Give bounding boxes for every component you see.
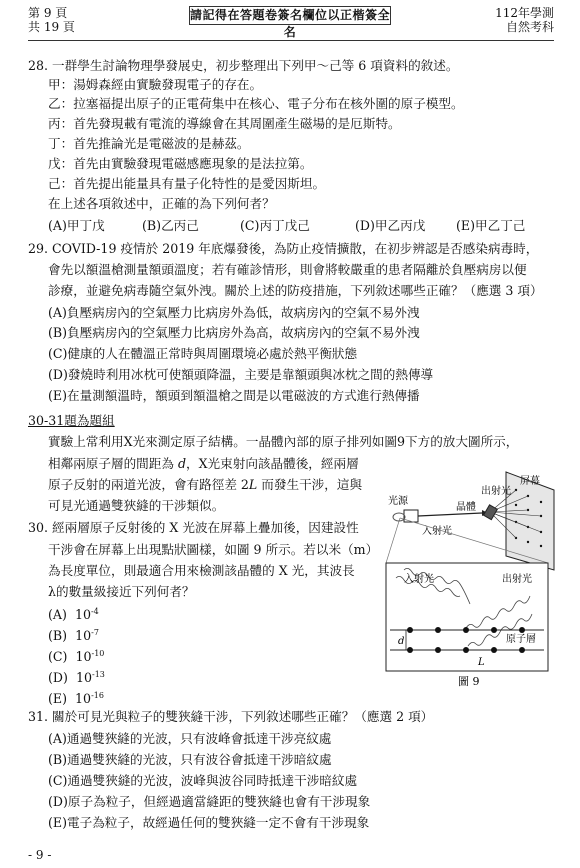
q28-item: 丁：首先推論光是電磁波的是赫茲。 [48,136,250,151]
incoming-beam [418,513,482,516]
screen-label: 屏幕 [520,476,540,487]
q31-option-d[interactable]: (D)原子為粒子，但經過適當縫距的雙狹縫也會有干涉現象 [48,794,371,809]
q29-stem-line: 診療，並避免病毒隨空氣外洩。關於上述的防疫措施，下列敘述哪些正確？（應選 3 項） [48,283,543,298]
crystal-label: 晶體 [456,502,476,513]
q29-option-a[interactable]: (A)負壓病房內的空氣壓力比病房外為低，故病房內的空氣不易外洩 [48,305,420,320]
page-number: 第 9 頁 [28,6,68,20]
q28-item: 戊：首先由實驗發現電磁感應現象的是法拉第。 [48,156,313,171]
q28-question: 在上述各項敘述中，正確的為下列何者？ [48,196,275,211]
L-label: L [478,657,485,668]
q28-option-e[interactable]: (E)甲乙丁己 [456,218,526,233]
q31-option-a[interactable]: (A)通過雙狹縫的光波，只有波峰會抵達干涉亮紋處 [48,731,332,746]
zoom-incoming-label: 入射光 [404,574,434,585]
q29-option-b[interactable]: (B)負壓病房內的空氣壓力比病房外為高，故病房內的空氣不易外洩 [48,325,420,340]
q29-option-d[interactable]: (D)發燒時利用冰枕可使額頭降溫，主要是靠額頭與冰枕之間的熱傳導 [48,367,434,382]
q28-item: 乙：拉塞福提出原子的正電荷集中在核心、電子分布在核外圍的原子模型。 [48,96,464,111]
q29-stem-line: 29. COVID-19 疫情於 2019 年底爆發後，為防止疫情擴散，在初步辨認是否感染病毒時， [28,241,539,256]
q28-option-c[interactable]: (C)丙丁戊己 [240,218,310,233]
q28-option-a[interactable]: (A)甲丁戊 [48,218,105,233]
layer-label: 原子層 [506,634,536,645]
q29-option-e[interactable]: (E)在量測額溫時，額頭到額溫槍之間是以電磁波的方式進行熱傳播 [48,388,420,403]
q29-stem-line: 會先以額溫槍測量額頭溫度；若有確診情形，則會將較嚴重的患者隔離於負壓病房以便 [48,262,527,277]
q31-option-e[interactable]: (E)電子為粒子，故經過任何的雙狹縫一定不會有干涉現象 [48,815,370,830]
subject: 自然考科 [505,20,554,34]
exam-year: 112年學測 [495,6,554,20]
q30-option-e[interactable]: (E) $10^{-16}$ [48,691,104,707]
d-label: d [398,636,405,647]
q30-option-d[interactable]: (D) $10^{-13}$ [48,670,105,686]
group-intro-line: 實驗上常利用X光來測定原子結構。一晶體內部的原子排列如圖9下方的放大圖所示， [48,434,519,449]
q30-option-a[interactable]: (A) $10^{-4}$ [48,607,99,623]
group-intro-line: 可見光通過雙狹縫的干涉類似。 [48,498,225,513]
q28-item: 甲：湯姆森經由實驗發現電子的存在。 [48,77,263,92]
q30-option-b[interactable]: (B) $10^{-7}$ [48,628,99,644]
group-title: 30-31題為題組 [28,413,115,428]
page-footer: - 9 - [28,848,52,862]
figure-9 [378,470,556,690]
group-intro-line: 相鄰兩原子層的間距為 𝑑，X光束射向該晶體後，經兩層 [48,456,359,471]
zoom-outgoing-label: 出射光 [502,574,532,585]
q28-item: 丙：首先發現載有電流的導線會在其周圍產生磁場的是厄斯特。 [48,116,401,131]
q28-option-d[interactable]: (D)甲乙丙戊 [355,218,426,233]
incoming-label: 入射光 [422,526,452,537]
q30-stem-line: 30. 經兩層原子反射後的 X 光波在屏幕上疊加後，因建設性 [28,520,359,535]
zoom-line [386,518,400,563]
q29-option-c[interactable]: (C)健康的人在體溫正常時與周圍環境必處於熱平衡狀態 [48,346,358,361]
q28-stem: 28. 一群學生討論物理學發展史，初步整理出下列甲～己等 6 項資料的敘述。 [28,58,459,73]
q30-stem-line: 干涉會在屏幕上出現點狀圖樣，如圖 9 所示。若以米（m） [48,542,379,557]
figure-caption: 圖 9 [458,675,480,688]
q31-option-c[interactable]: (C)通過雙狹縫的光波，波峰與波谷同時抵達干涉暗紋處 [48,773,358,788]
outgoing-label: 出射光 [481,486,511,497]
q31-option-b[interactable]: (B)通過雙狹縫的光波，只有波谷會抵達干涉暗紋處 [48,752,332,767]
signature-notice: 請記得在答題卷簽名欄位以正楷簽全名 [190,8,391,39]
total-pages: 共 19 頁 [28,20,75,34]
group-intro-line: 原子反射的兩道光波，會有路徑差 2𝐿 而發生干涉，這與 [48,477,363,492]
q30-option-c[interactable]: (C) $10^{-10}$ [48,649,105,665]
q30-stem-line: 為長度單位，則最適合用來檢測該晶體的 X 光，其波長 [48,563,355,578]
zoom-origin [393,513,405,521]
q28-item: 己：首先提出能量具有量子化特性的是愛因斯坦。 [48,176,326,191]
q28-option-b[interactable]: (B)乙丙己 [142,218,199,233]
q30-stem-line: λ的數量級接近下列何者？ [48,584,195,599]
header-divider [28,40,554,41]
source-label: 光源 [388,496,408,507]
q31-stem: 31. 關於可見光與粒子的雙狹縫干涉，下列敘述哪些正確？（應選 2 項） [28,709,434,724]
